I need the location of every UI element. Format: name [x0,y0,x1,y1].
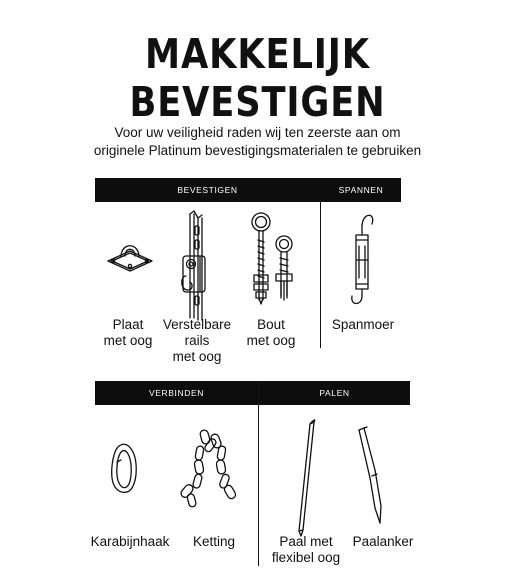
section-palen-header: PALEN [259,381,410,405]
label-spanmoer: Spanmoer [331,317,395,332]
label-rails: Verstelbare rails met oog [162,317,232,364]
label-paalanker: Paalanker [352,534,414,549]
label-plaat: Plaat met oog [103,317,153,348]
pole-icon [299,420,315,536]
turnbuckle-icon [352,215,373,303]
label-ketting: Ketting [192,534,236,549]
section-verbinden-header: VERBINDEN [95,381,258,405]
section-bevestigen-header: BEVESTIGEN [95,178,320,202]
intro-line-1: Voor uw veiligheid raden wij ten zeerste aan om [114,125,401,140]
eye-plate-icon [108,246,152,271]
label-karabijnhaak: Karabijnhaak [90,534,170,549]
section-spannen-header: SPANNEN [321,178,401,202]
chain-icon [179,429,237,507]
label-bout: Bout met oog [246,317,296,348]
adjustable-rail-icon [182,211,205,320]
intro-line-2: originele Platinum bevestigingsmaterialen te gebruiken [93,143,422,158]
page-title: MAKKELIJK BEVESTIGEN [129,30,386,126]
ground-anchor-icon [359,427,381,523]
label-paal: Paal met flexibel oog [271,534,341,565]
eye-bolt-icon [252,213,292,304]
carabiner-icon [112,444,137,492]
